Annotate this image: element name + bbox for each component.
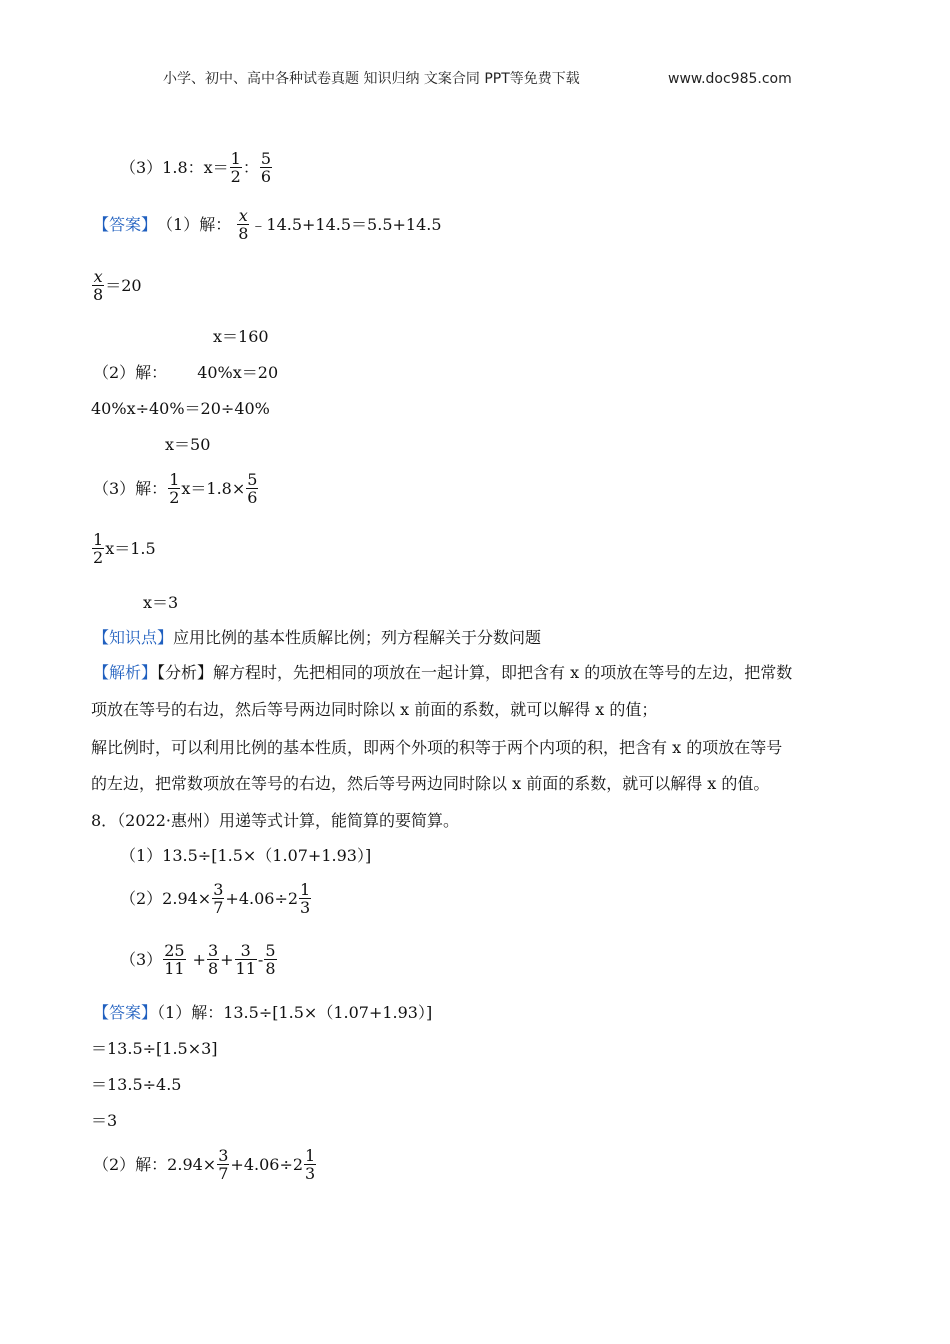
step-label: （2）解： <box>93 363 168 382</box>
fraction: $\frac{1}{2}$ <box>169 470 180 508</box>
knowledge-text: 应用比例的基本性质解比例；列方程解关于分数问题 <box>173 628 542 647</box>
answer8-line4: ＝3 <box>91 1111 118 1130</box>
answer7-p2-line1 <box>93 365 278 381</box>
equation-text: ﹣14.5+14.5＝5.5+14.5 <box>250 214 442 234</box>
expr-text: （3） <box>120 949 163 969</box>
answer7-line1 <box>93 207 442 243</box>
fraction: $\frac{5}{6}$ <box>260 149 272 187</box>
fraction: $\frac{3}{11}$ <box>235 941 256 979</box>
fraction: $\frac{1}{3}$ <box>305 1146 316 1184</box>
expr-text: （2）2.94× <box>120 888 212 908</box>
answer7-p3-line3: x＝3 <box>143 593 179 612</box>
operator: - <box>257 949 264 969</box>
answer7-p2-line2: 40%x÷40%＝20÷40% <box>91 399 270 418</box>
fraction: $\frac{3}{7}$ <box>218 1146 229 1184</box>
analysis-line-2: 项放在等号的右边，然后等号两边同时除以 x 前面的系数，就可以解得 x 的值； <box>91 700 658 719</box>
analysis-tag: 【解析】 <box>93 663 158 682</box>
q7-item3-prompt <box>120 150 273 186</box>
fraction: $\frac{1}{3}$ <box>300 880 311 918</box>
operator: + <box>220 949 234 969</box>
analysis-line-4: 的左边，把常数项放在等号的右边，然后等号两边同时除以 x 前面的系数，就可以解得 x 的值。 <box>91 774 770 793</box>
fraction: $\frac{x}{8}$ <box>93 267 104 305</box>
q8-item2 <box>120 881 312 917</box>
answer8-line1 <box>93 1005 432 1021</box>
equation-text: （1）解：13.5÷[1.5×（1.07+1.93）] <box>157 1003 433 1022</box>
q8-item3 <box>120 942 278 978</box>
operator: + <box>192 949 206 969</box>
knowledge-line <box>93 630 541 646</box>
expr-text: （2）解：2.94× <box>93 1154 217 1174</box>
fraction: $\frac{1}{2}$ <box>93 530 104 568</box>
answer7-line3: x＝160 <box>213 327 269 346</box>
fraction: $\frac{x}{8}$ <box>238 206 249 244</box>
analysis-line-3: 解比例时，可以利用比例的基本性质，即两个外项的积等于两个内项的积，把含有 x 的项放在等号 <box>91 738 783 757</box>
analysis-line-1 <box>93 665 792 681</box>
analysis-text: 【分析】解方程时，先把相同的项放在一起计算，即把含有 x 的项放在等号的左边，把常数 <box>157 663 793 682</box>
q8-item1: （1）13.5÷[1.5×（1.07+1.93）] <box>120 846 372 865</box>
expr-text: +4.06÷2 <box>230 1154 304 1174</box>
header-site[interactable]: www.doc985.com <box>668 71 792 87</box>
answer8-line5 <box>93 1147 317 1183</box>
ratio-sep: ： <box>242 157 259 177</box>
fraction: $\frac{25}{11}$ <box>164 941 185 979</box>
fraction: $\frac{1}{2}$ <box>230 149 241 187</box>
q8-title: 8．（2022·惠州）用递等式计算，能简算的要简算。 <box>91 811 459 830</box>
prompt-prefix: （3）1.8：x＝ <box>120 157 229 177</box>
answer8-line3: ＝13.5÷4.5 <box>91 1075 182 1094</box>
equation-text: ＝20 <box>105 275 142 295</box>
expr-text: +4.06÷2 <box>225 888 299 908</box>
fraction: $\frac{5}{8}$ <box>265 941 276 979</box>
answer8-line2: ＝13.5÷[1.5×3] <box>91 1039 218 1058</box>
step-label: （3）解： <box>93 478 168 498</box>
fraction: $\frac{5}{6}$ <box>247 470 258 508</box>
step-label: （1）解： <box>157 214 232 234</box>
equation-text: x＝1.5 <box>105 538 156 558</box>
answer7-p2-line3: x＝50 <box>165 435 211 454</box>
equation-text: x＝1.8× <box>181 478 246 498</box>
answer7-line2 <box>91 268 142 304</box>
knowledge-tag: 【知识点】 <box>93 628 174 647</box>
header-text: 小学、初中、高中各种试卷真题 知识归纳 文案合同 PPT等免费下载 <box>163 71 580 87</box>
equation-text: 40%x＝20 <box>197 363 279 382</box>
answer7-p3-line1 <box>93 471 259 507</box>
fraction: $\frac{3}{7}$ <box>213 880 224 918</box>
answer-tag: 【答案】 <box>93 1003 158 1022</box>
answer7-p3-line2 <box>91 531 156 567</box>
answer-tag: 【答案】 <box>93 214 158 234</box>
fraction: $\frac{3}{8}$ <box>207 941 219 979</box>
